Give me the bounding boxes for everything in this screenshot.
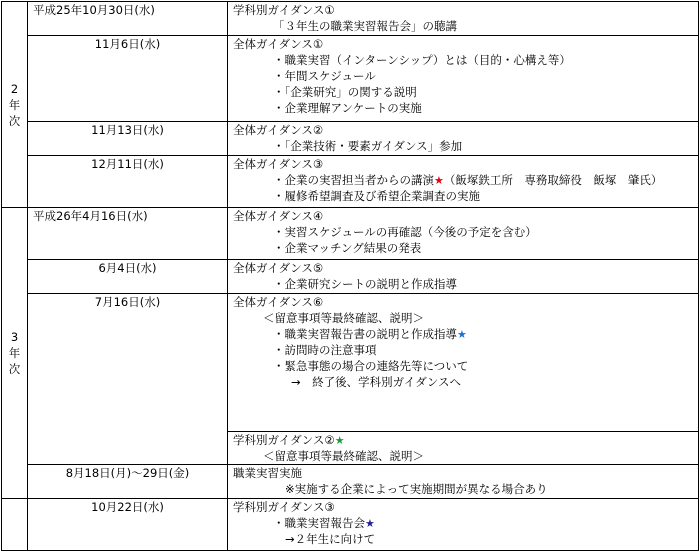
year-label-char: 3 — [10, 330, 19, 344]
table-row — [2, 156, 699, 208]
detail-line: ・企業研究シートの説明と作成指導 — [273, 277, 457, 291]
table-row — [2, 294, 699, 432]
detail-line — [233, 172, 698, 188]
detail-heading: ＜留意事項等最終確認、説明＞ — [263, 449, 424, 463]
table-row — [2, 499, 699, 551]
red-star-icon: ★ — [434, 174, 444, 187]
session-title: 全体ガイダンス④ — [233, 209, 324, 223]
description-cell — [228, 432, 699, 465]
blue-star-icon: ★ — [457, 328, 467, 341]
detail-line: →２年生に向けて — [285, 532, 376, 546]
table-row — [2, 465, 699, 499]
date-cell: 7月16日(水) — [28, 294, 228, 465]
date-cell: 8月18日(月)～29日(金) — [28, 465, 228, 499]
detail-line: ・「企業技術・要素ガイダンス」参加 — [273, 139, 463, 153]
year-label-empty — [2, 499, 28, 551]
report-meeting-text: ・職業実習報告会 — [273, 516, 365, 530]
description-cell — [228, 208, 699, 260]
green-star-icon: ★ — [334, 434, 345, 447]
description-cell — [228, 260, 699, 294]
description-cell — [228, 2, 699, 36]
description-cell — [228, 36, 699, 122]
date-cell: 11月13日(水) — [28, 122, 228, 156]
description-cell — [228, 156, 699, 208]
date-cell: 6月4日(水) — [28, 260, 228, 294]
date-cell: 10月22日(水) — [28, 499, 228, 551]
description-cell — [228, 294, 699, 432]
table-row — [2, 260, 699, 294]
year-label-char: 年 — [8, 346, 21, 360]
year-label-char: 次 — [8, 113, 21, 128]
dept-guidance-text: 学科別ガイダンス② — [233, 433, 335, 447]
detail-line: ・年間スケジュール — [273, 69, 376, 83]
detail-line: ・緊急事態の場合の連絡先等について — [273, 359, 469, 373]
detail-line: ・実習スケジュールの再確認（今後の予定を含む） — [273, 225, 537, 239]
table-row — [2, 36, 699, 122]
detail-line: ・訪問時の注意事項 — [273, 343, 377, 357]
date-cell: 12月11日(水) — [28, 156, 228, 208]
detail-line: ※実施する企業によって実施期間が異なる場合あり — [285, 482, 548, 496]
description-cell — [228, 122, 699, 156]
detail-line — [233, 515, 698, 531]
year-label-char: 2 — [10, 81, 19, 96]
table-row — [2, 208, 699, 260]
date-cell: 11月6日(水) — [28, 36, 228, 122]
detail-line: ・企業マッチング結果の発表 — [273, 241, 422, 255]
description-cell — [228, 465, 699, 499]
session-title: 学科別ガイダンス① — [233, 3, 335, 17]
session-title: 全体ガイダンス② — [233, 123, 324, 137]
date-cell: 平成26年4月16日(水) — [28, 208, 228, 260]
detail-line: → 終了後、学科別ガイダンスへ — [291, 375, 462, 389]
navy-star-icon: ★ — [365, 517, 375, 530]
session-title: 職業実習実施 — [233, 466, 302, 480]
session-title: 全体ガイダンス① — [233, 37, 324, 51]
detail-heading: ＜留意事項等最終確認、説明＞ — [263, 311, 424, 325]
detail-line: ・「企業研究」の関する説明 — [273, 85, 417, 99]
session-title — [233, 432, 698, 448]
lecture-text: ・企業の実習担当者からの講演 — [273, 173, 434, 187]
detail-line: ・履修希望調査及び希望企業調査の実施 — [273, 189, 480, 203]
table-row — [2, 2, 699, 36]
session-title: 学科別ガイダンス③ — [233, 500, 335, 514]
session-title: 全体ガイダンス⑥ — [233, 295, 324, 309]
table-row — [2, 122, 699, 156]
detail-line: ・職業実習（インターンシップ）とは（目的・心構え等） — [273, 53, 571, 67]
year-label-3rd — [2, 208, 28, 499]
report-guidance-text: ・職業実習報告書の説明と作成指導 — [273, 327, 457, 341]
detail-line: ・企業理解アンケートの実施 — [273, 101, 422, 115]
lecturer-text: （飯塚鉄工所 専務取締役 飯塚 肇氏） — [443, 173, 663, 187]
detail-line: 「３年生の職業実習報告会」の聴講 — [273, 19, 457, 33]
detail-line — [233, 326, 698, 342]
year-label-2nd — [2, 2, 28, 208]
schedule-table — [1, 1, 699, 551]
description-cell — [228, 499, 699, 551]
session-title: 全体ガイダンス⑤ — [233, 261, 324, 275]
session-title: 全体ガイダンス③ — [233, 157, 324, 171]
year-label-char: 次 — [8, 362, 21, 376]
year-label-char: 年 — [8, 97, 21, 112]
date-cell: 平成25年10月30日(水) — [28, 2, 228, 36]
